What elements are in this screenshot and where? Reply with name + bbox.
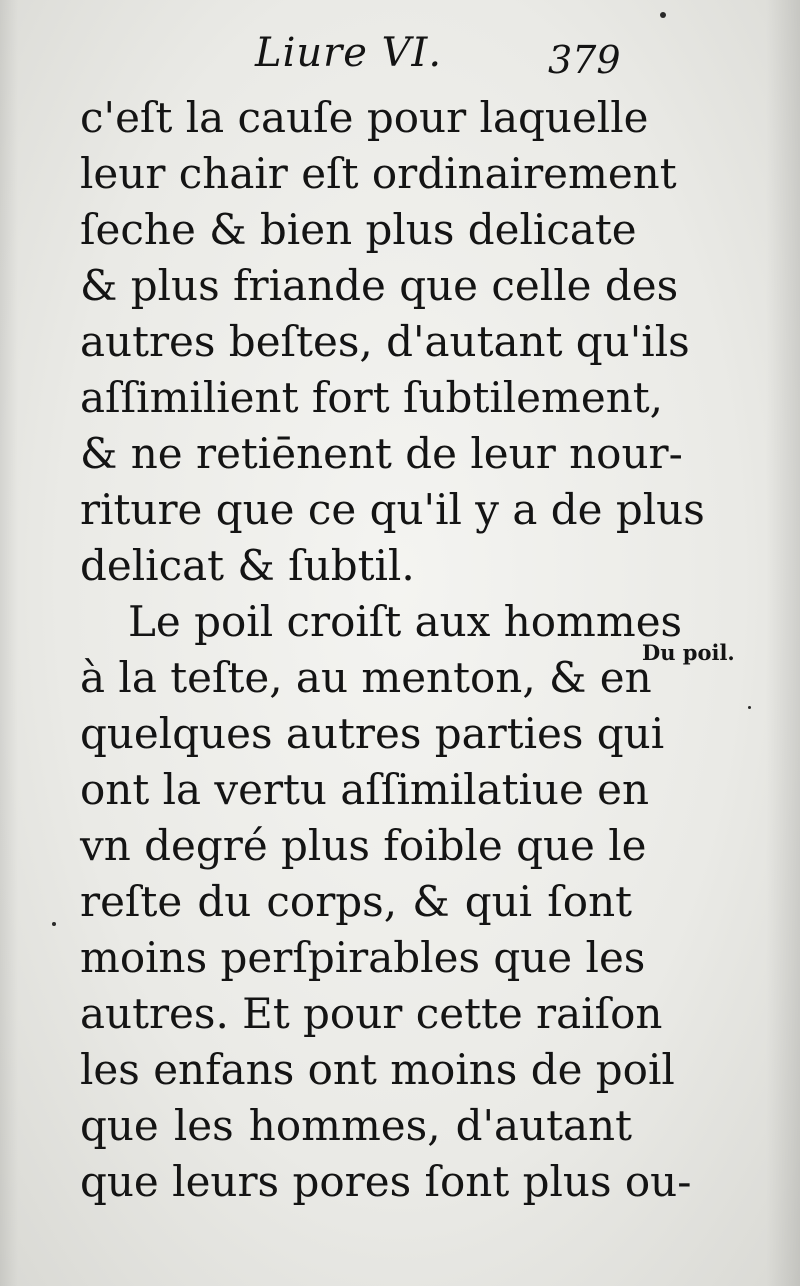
ink-speck <box>660 12 666 18</box>
paragraph-first-line: Le poil croiſt aux hommes <box>128 597 683 646</box>
text-line: ſeche & bien plus delicate <box>80 205 637 254</box>
text-line: à la teſte, au menton, & en <box>80 653 652 702</box>
text-line: & plus friande que celle des <box>80 261 679 310</box>
text-line: vn degré plus foible que le <box>80 821 647 870</box>
text-line: autres beſtes, d'autant qu'ils <box>80 317 690 366</box>
text-line: riture que ce qu'il y a de plus <box>80 485 705 534</box>
text-line: ont la vertu aſſimilatiue en <box>80 765 650 814</box>
text-line: reſte du corps, & qui ſont <box>80 877 632 926</box>
ink-speck <box>52 922 56 926</box>
margin-note: Du poil. <box>642 640 735 665</box>
text-line: delicat & ſubtil. <box>80 541 415 590</box>
text-line: autres. Et pour cette raiſon <box>80 989 663 1038</box>
page-edge-shadow <box>766 0 800 1286</box>
text-line: les enfans ont moins de poil <box>80 1045 675 1094</box>
text-line: quelques autres parties qui <box>80 709 665 758</box>
running-head: Liure VI. <box>255 30 443 76</box>
text-line: que leurs pores ſont plus ou- <box>80 1157 692 1206</box>
ink-speck <box>748 706 751 709</box>
text-line: moins perſpirables que les <box>80 933 646 982</box>
page-number: 379 <box>548 38 621 82</box>
text-line: que les hommes, d'autant <box>80 1101 632 1150</box>
page-gutter-shadow <box>0 0 18 1286</box>
text-line: & ne retiēnent de leur nour- <box>80 429 683 478</box>
text-line: c'eſt la cauſe pour laquelle <box>80 93 649 142</box>
text-line: leur chair eſt ordinairement <box>80 149 677 198</box>
text-line: aſſimilient fort ſubtilement, <box>80 373 663 422</box>
